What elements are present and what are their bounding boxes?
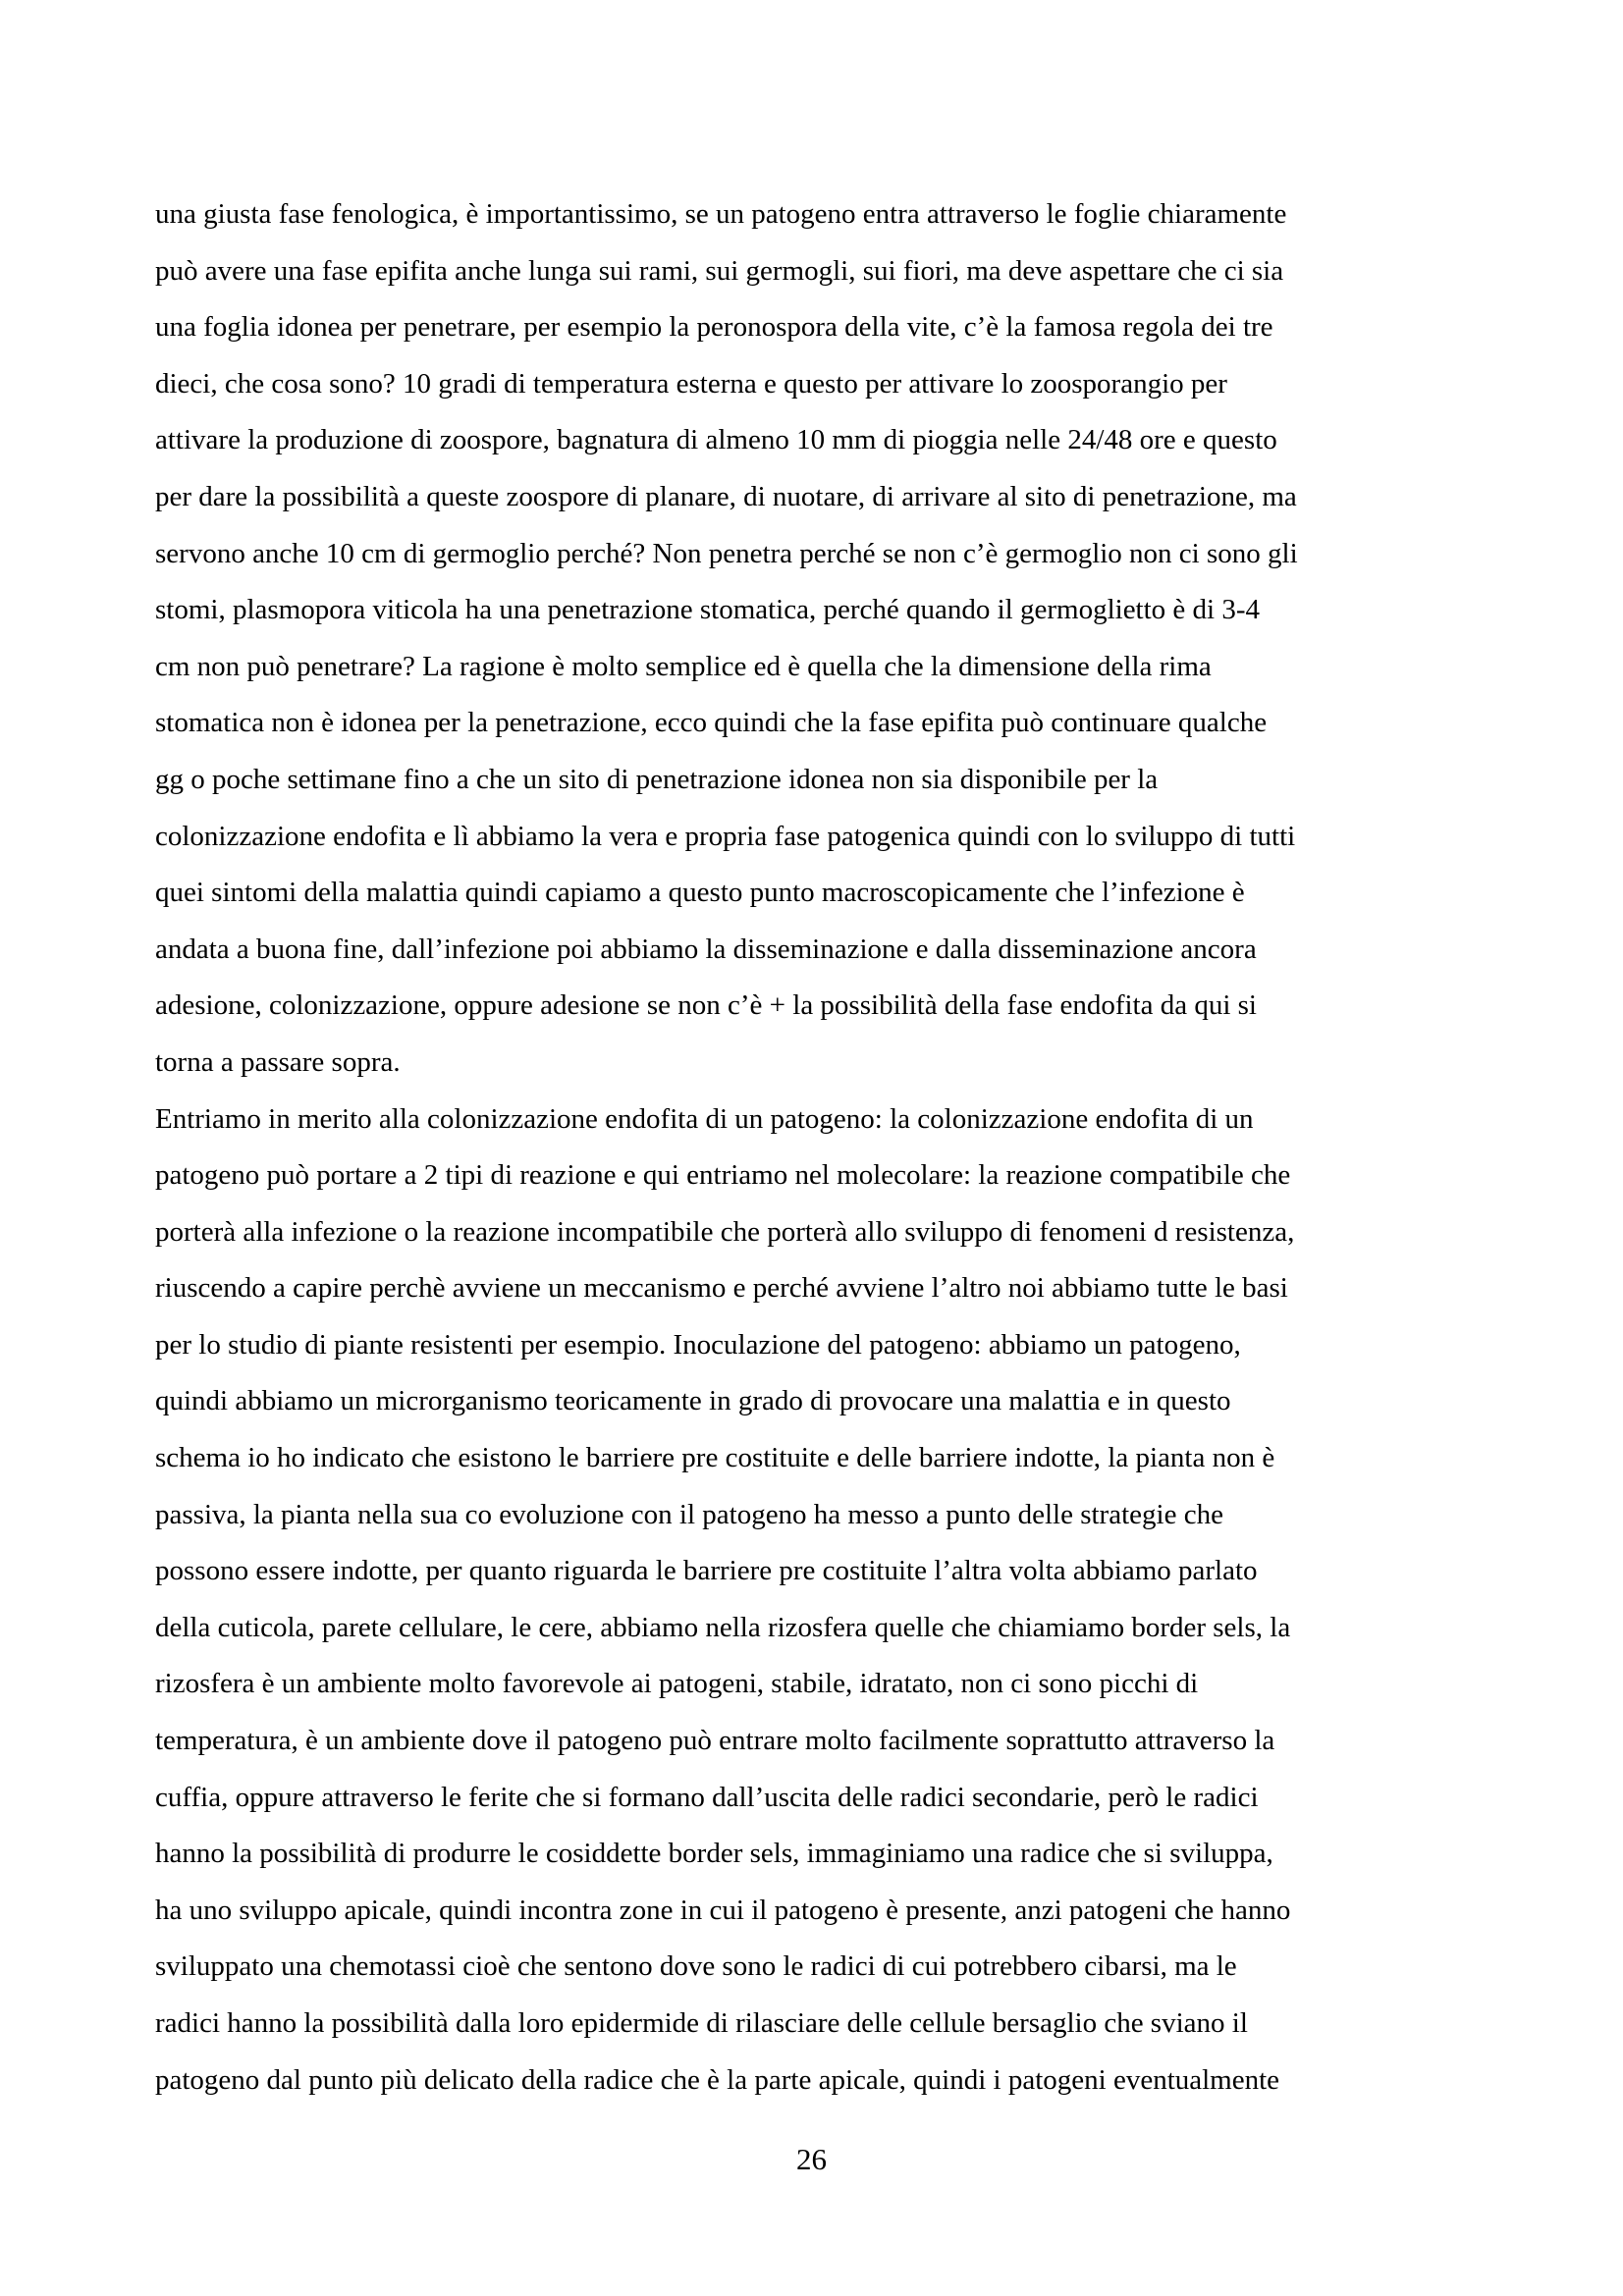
body-text — [155, 187, 1490, 2109]
text-line: per dare la possibilità a queste zoospore di planare, di nuotare, di arrivare al sito di penetrazione, ma — [155, 480, 1297, 512]
text-line: cm non può penetrare? La ragione è molto semplice ed è quella che la dimensione della rima — [155, 650, 1212, 682]
text-line: patogeno può portare a 2 tipi di reazione e qui entriamo nel molecolare: la reazione compatibile che — [155, 1159, 1291, 1192]
text-line: della cuticola, parete cellulare, le cere, abbiamo nella rizosfera quelle che chiamiamo border sels, la — [155, 1611, 1291, 1643]
text-line: cuffia, oppure attraverso le ferite che si formano dall’uscita delle radici secondarie, però le radici — [155, 1781, 1259, 1813]
text-line: passiva, la pianta nella sua co evoluzione con il patogeno ha messo a punto delle strategie che — [155, 1498, 1223, 1530]
text-line: radici hanno la possibilità dalla loro epidermide di rilasciare delle cellule bersaglio che sviano il — [155, 2007, 1248, 2039]
text-line: quindi abbiamo un microrganismo teoricamente in grado di provocare una malattia e in questo — [155, 1385, 1231, 1417]
page-number: 26 — [796, 2142, 827, 2176]
text-line: dieci, che cosa sono? 10 gradi di temperatura esterna e questo per attivare lo zoosporangio per — [155, 367, 1227, 400]
text-line: una foglia idonea per penetrare, per esempio la peronospora della vite, c’è la famosa regola dei tre — [155, 311, 1273, 344]
text-line: possono essere indotte, per quanto riguarda le barriere pre costituite l’altra volta abbiamo parlato — [155, 1555, 1258, 1587]
text-line: adesione, colonizzazione, oppure adesione se non c’è + la possibilità della fase endofita da qui si — [155, 989, 1257, 1022]
text-line: riuscendo a capire perchè avviene un meccanismo e perché avviene l’altro noi abbiamo tutte le basi — [155, 1272, 1288, 1305]
text-line: schema io ho indicato che esistono le barriere pre costituite e delle barriere indotte, la pianta non è — [155, 1442, 1275, 1474]
text-line: può avere una fase epifita anche lunga sui rami, sui germogli, sui fiori, ma deve aspettare che ci sia — [155, 254, 1284, 287]
text-line: quei sintomi della malattia quindi capiamo a questo punto macroscopicamente che l’infezione è — [155, 877, 1245, 909]
text-line: sviluppato una chemotassi cioè che sentono dove sono le radici di cui potrebbero cibarsi, ma le — [155, 1950, 1237, 1983]
text-line: patogeno dal punto più delicato della radice che è la parte apicale, quindi i patogeni eventualmente — [155, 2063, 1280, 2096]
text-line: colonizzazione endofita e lì abbiamo la vera e propria fase patogenica quindi con lo sviluppo di tutti — [155, 820, 1296, 852]
text-line: stomatica non è idonea per la penetrazione, ecco quindi che la fase epifita può continuare qualche — [155, 707, 1268, 739]
text-line: per lo studio di piante resistenti per esempio. Inoculazione del patogeno: abbiamo un patogeno, — [155, 1328, 1241, 1361]
text-line: hanno la possibilità di produrre le cosiddette border sels, immaginiamo una radice che si sviluppa, — [155, 1838, 1273, 1870]
text-line: rizosfera è un ambiente molto favorevole ai patogeni, stabile, idratato, non ci sono picchi di — [155, 1668, 1199, 1700]
text-line: ha uno sviluppo apicale, quindi incontra zone in cui il patogeno è presente, anzi patogeni che hanno — [155, 1894, 1291, 1926]
text-line: una giusta fase fenologica, è importantissimo, se un patogeno entra attraverso le foglie chiaramente — [155, 198, 1287, 230]
text-line: Entriamo in merito alla colonizzazione endofita di un patogeno: la colonizzazione endofita di un — [155, 1102, 1254, 1135]
text-line: torna a passare sopra. — [155, 1045, 401, 1078]
text-line: servono anche 10 cm di germoglio perché? Non penetra perché se non c’è germoglio non ci sono gli — [155, 537, 1298, 569]
text-line: andata a buona fine, dall’infezione poi abbiamo la disseminazione e dalla disseminazione ancora — [155, 933, 1257, 965]
text-line: gg o poche settimane fino a che un sito di penetrazione idonea non sia disponibile per la — [155, 763, 1159, 795]
text-line: attivare la produzione di zoospore, bagnatura di almeno 10 mm di pioggia nelle 24/48 ore e questo — [155, 424, 1277, 456]
text-line: porterà alla infezione o la reazione incompatibile che porterà allo sviluppo di fenomeni d resistenza, — [155, 1215, 1295, 1248]
text-line: stomi, plasmopora viticola ha una penetrazione stomatica, perché quando il germoglietto è di 3-4 — [155, 594, 1261, 626]
text-line: temperatura, è un ambiente dove il patogeno può entrare molto facilmente soprattutto attraverso la — [155, 1725, 1275, 1757]
